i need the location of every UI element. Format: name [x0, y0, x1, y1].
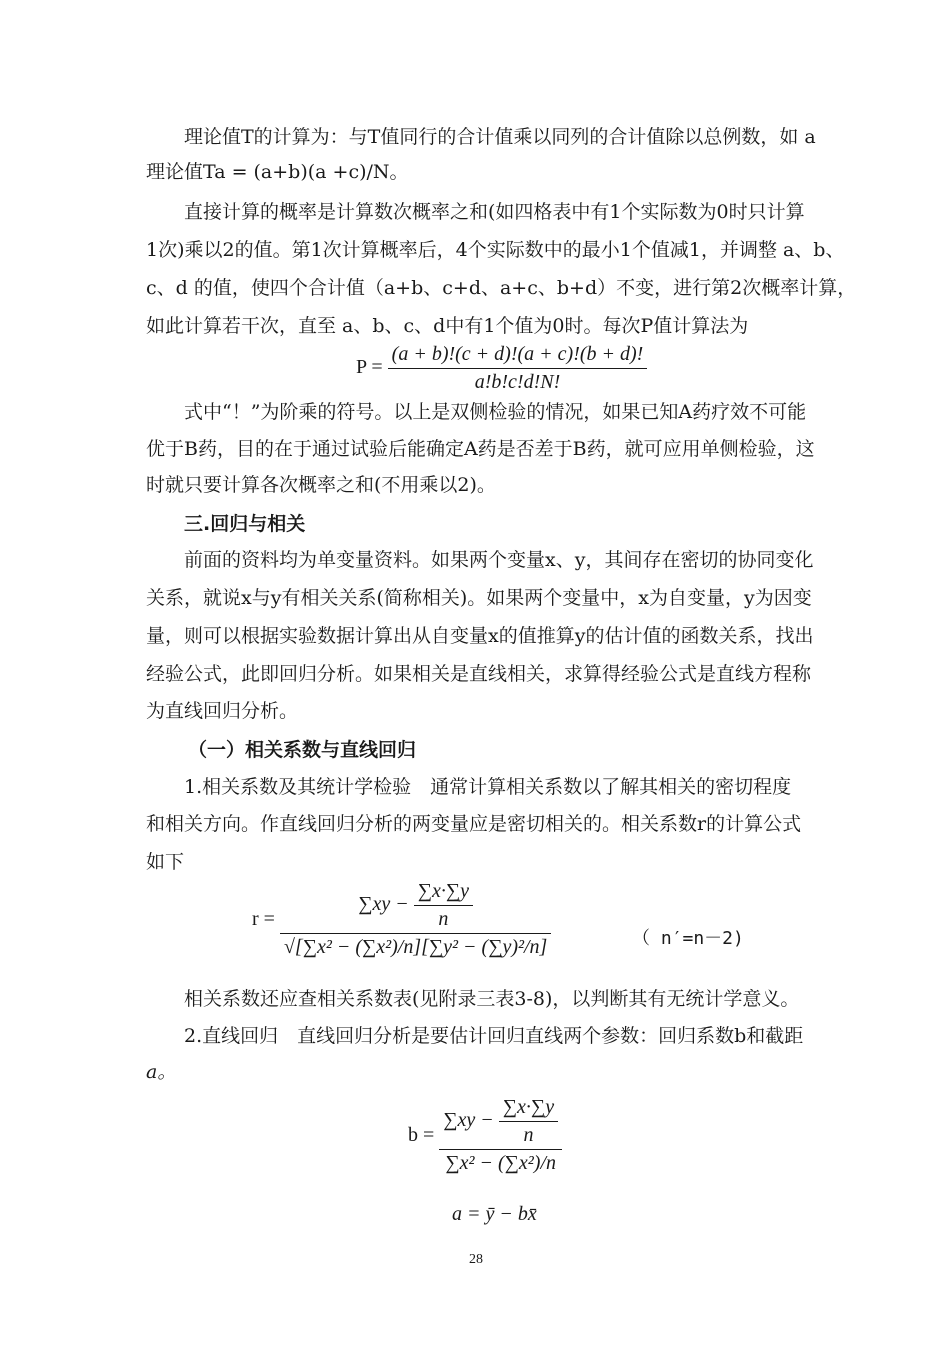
- paragraph-line: 理论值T的计算为：与T值同行的合计值乘以同列的合计值除以总例数，如 a: [184, 126, 816, 148]
- formula-lhs: r =: [252, 908, 275, 930]
- subsection-heading: （一）相关系数与直线回归: [188, 739, 417, 761]
- numerator: [439, 1096, 562, 1149]
- paragraph-line: 相关系数还应查相关系数表(见附录三表3-8)，以判断其有无统计学意义。: [184, 988, 800, 1010]
- fraction: [280, 880, 551, 959]
- inner-fraction: [414, 880, 473, 931]
- inner-fraction: [499, 1096, 558, 1147]
- denominator: √[∑x² − (∑x²)/n][∑y² − (∑y)²/n]: [280, 933, 551, 959]
- paragraph-line: 时就只要计算各次概率之和(不用乘以2)。: [146, 474, 496, 496]
- paragraph-line: 量，则可以根据实验数据计算出从自变量x的值推算y的估计值的函数关系，找出: [146, 625, 814, 647]
- fraction: [439, 1096, 562, 1175]
- inner-denominator: n: [499, 1121, 558, 1147]
- page-number: 28: [469, 1252, 483, 1267]
- inner-denominator: n: [414, 905, 473, 931]
- paragraph-line: 关系，就说x与y有相关关系(简称相关)。如果两个变量中，x为自变量，y为因变: [146, 587, 812, 609]
- paragraph-line: 理论值Ta = (a+b)(a +c)/N。: [146, 161, 409, 183]
- paragraph-line: 式中“！”为阶乘的符号。以上是双侧检验的情况，如果已知A药疗效不可能: [184, 401, 807, 423]
- paragraph-line: 1次)乘以2的值。第1次计算概率后，4个实际数中的最小1个值减1，并调整 a、b、: [146, 239, 845, 261]
- numerator-main: ∑xy −: [443, 1109, 494, 1132]
- paragraph-line: c、d 的值，使四个合计值（a+b、c+d、a+c、b+d）不变，进行第2次概率计算，: [146, 277, 857, 299]
- paragraph-line: 优于B药，目的在于通过试验后能确定A药是否差于B药，就可应用单侧检验，这: [146, 438, 815, 460]
- formula-lhs: P =: [356, 356, 383, 379]
- probability-formula: [356, 343, 647, 394]
- degrees-of-freedom-note: （ n′=n－2): [632, 928, 744, 949]
- numerator-main: ∑xy −: [358, 893, 409, 916]
- paragraph-line: 为直线回归分析。: [146, 700, 299, 722]
- numerator: (a + b)!(c + d)!(a + c)!(b + d)!: [391, 343, 644, 365]
- correlation-formula: [252, 880, 551, 959]
- paragraph-line: a。: [146, 1061, 177, 1083]
- paragraph-line: 如下: [146, 851, 185, 873]
- paragraph-line: 经验公式，此即回归分析。如果相关是直线相关，求算得经验公式是直线方程称: [146, 663, 812, 685]
- inner-numerator: ∑x·∑y: [417, 880, 470, 902]
- paragraph-line: 前面的资料均为单变量资料。如果两个变量x、y，其间存在密切的协同变化: [184, 549, 814, 571]
- intercept-formula: a = ȳ − bx̄: [452, 1203, 537, 1225]
- regression-coefficient-formula: [408, 1096, 562, 1175]
- paragraph-line: 2.直线回归 直线回归分析是要估计回归直线两个参数：回归系数b和截距: [184, 1025, 804, 1047]
- fraction: [388, 343, 648, 394]
- numerator: [280, 880, 551, 933]
- formula-lhs: b =: [408, 1124, 435, 1146]
- paragraph-line: 如此计算若干次，直至 a、b、c、d中有1个值为0时。每次P值计算法为: [146, 315, 749, 337]
- denominator: a!b!c!d!N!: [388, 368, 648, 394]
- paragraph-line: 直接计算的概率是计算数次概率之和(如四格表中有1个实际数为0时只计算: [184, 201, 805, 223]
- section-heading: 三.回归与相关: [184, 513, 306, 535]
- inner-numerator: ∑x·∑y: [502, 1096, 555, 1118]
- paragraph-line: 和相关方向。作直线回归分析的两变量应是密切相关的。相关系数r的计算公式: [146, 813, 802, 835]
- paragraph-line: 1.相关系数及其统计学检验 通常计算相关系数以了解其相关的密切程度: [184, 776, 792, 798]
- denominator: ∑x² − (∑x²)/n: [439, 1149, 562, 1175]
